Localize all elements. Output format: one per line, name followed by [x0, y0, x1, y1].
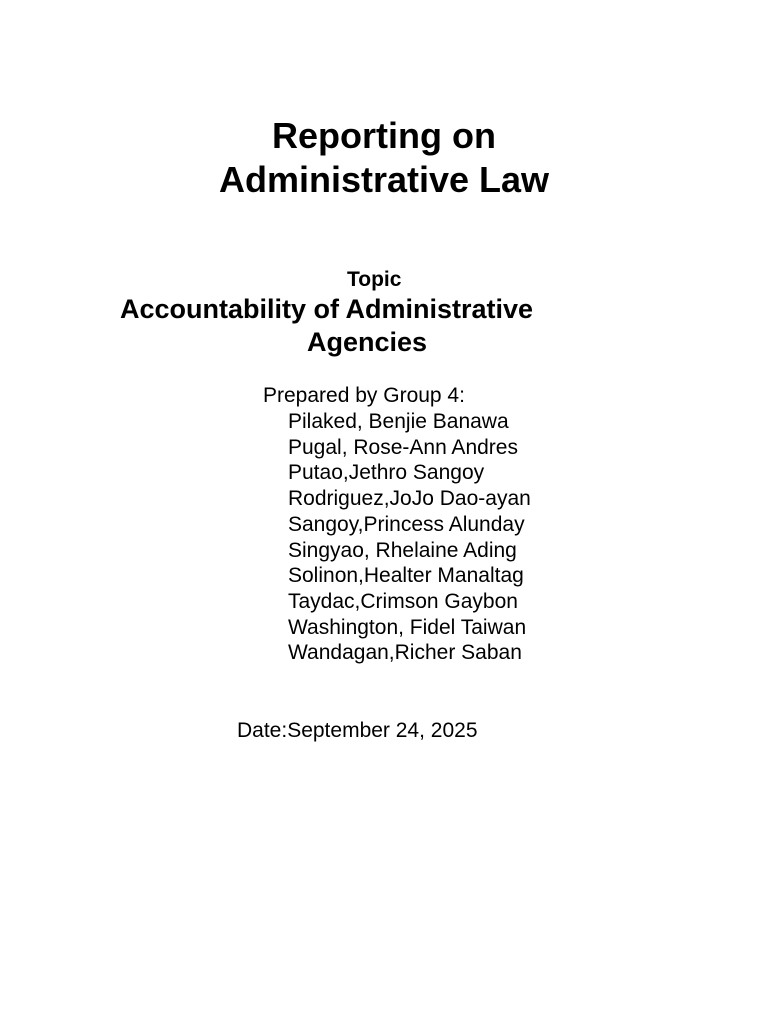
member-list	[288, 409, 531, 666]
list-item: Wandagan,Richer Saban	[288, 641, 522, 665]
list-item: Pugal, Rose-Ann Andres	[288, 435, 518, 459]
list-item: Sangoy,Princess Alunday	[288, 512, 525, 536]
list-item: Pilaked, Benjie Banawa	[288, 410, 509, 433]
list-item: Singyao, Rhelaine Ading	[288, 538, 517, 562]
topic-line-1: Accountability of Administrative	[120, 294, 534, 324]
title-line-1: Reporting on	[272, 115, 496, 156]
topic-line-2: Agencies	[307, 327, 428, 357]
title-line-2: Administrative Law	[218, 159, 550, 200]
list-item: Putao,Jethro Sangoy	[288, 461, 485, 485]
document-date: Date:September 24, 2025	[237, 719, 478, 742]
list-item: Rodriguez,JoJo Dao-ayan	[288, 487, 531, 511]
prepared-by-label: Prepared by Group 4:	[263, 384, 465, 407]
list-item: Solinon,Healter Manaltag	[288, 564, 524, 588]
list-item: Taydac,Crimson Gaybon	[288, 589, 518, 613]
document-title	[0, 114, 768, 202]
topic-label: Topic	[347, 268, 402, 291]
list-item: Washington, Fidel Taiwan	[288, 615, 527, 639]
